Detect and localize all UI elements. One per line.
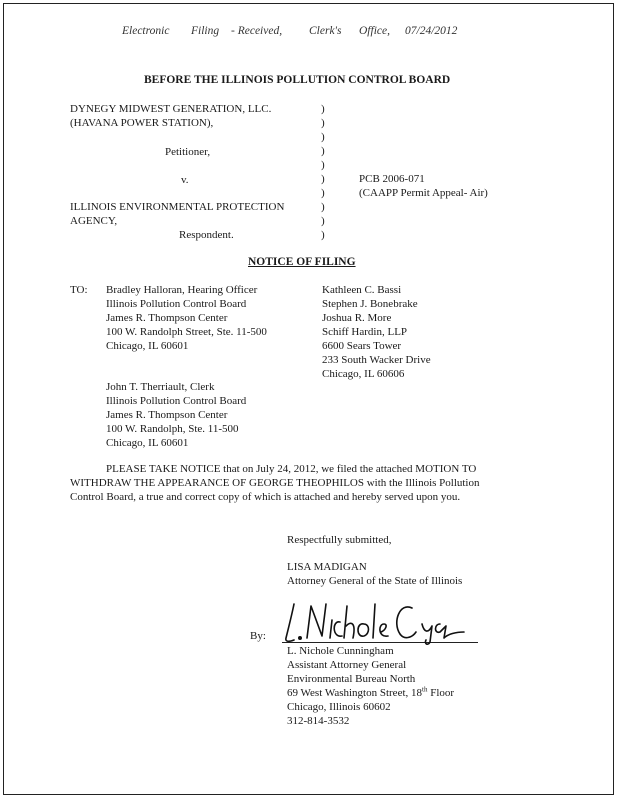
recipient-hearing-officer xyxy=(106,283,267,353)
petitioner-label: Petitioner, xyxy=(165,146,211,158)
address-line: Illinois Pollution Control Board xyxy=(106,395,247,407)
stamp-filing: Filing xyxy=(191,25,220,37)
handwritten-signature xyxy=(280,598,466,648)
street-superscript: th xyxy=(422,685,428,694)
address-line: Chicago, IL 60606 xyxy=(322,368,405,380)
address-line: 6600 Sears Tower xyxy=(322,340,402,352)
closing: Respectfully submitted, xyxy=(287,534,392,546)
attorney-general-name: LISA MADIGAN xyxy=(287,561,367,573)
address-line: Joshua R. More xyxy=(322,312,392,324)
respondent-name: ILLINOIS ENVIRONMENTAL PROTECTION xyxy=(70,201,285,213)
paren: ) xyxy=(321,159,325,171)
address-line: Kathleen C. Bassi xyxy=(322,284,402,296)
address-line: Illinois Pollution Control Board xyxy=(106,298,247,310)
signature-stroke xyxy=(330,620,332,638)
by-label: By: xyxy=(250,630,266,642)
signature-stroke xyxy=(307,604,326,638)
case-number: PCB 2006-071 xyxy=(359,173,425,185)
versus-label: v. xyxy=(181,174,189,186)
notice-title: NOTICE OF FILING xyxy=(248,256,356,268)
signature-stroke xyxy=(334,622,342,636)
paren: ) xyxy=(321,229,325,241)
petitioner-station: (HAVANA POWER STATION), xyxy=(70,117,214,129)
signature-stroke xyxy=(422,624,432,644)
recipient-clerk xyxy=(106,380,246,450)
caption-parentheses xyxy=(321,102,325,242)
signer-city: Chicago, Illinois 60602 xyxy=(287,701,391,713)
signer-name: L. Nichole Cunningham xyxy=(287,645,394,657)
paragraph-line: WITHDRAW THE APPEARANCE OF GEORGE THEOPHILOS with the Illinois Pollution xyxy=(70,477,480,489)
address-line: John T. Therriault, Clerk xyxy=(106,381,215,393)
address-line: 233 South Wacker Drive xyxy=(322,354,431,366)
signature-stroke xyxy=(299,637,301,639)
attorney-general-title: Attorney General of the State of Illinois xyxy=(287,575,463,587)
address-line: James R. Thompson Center xyxy=(106,312,228,324)
signer-phone: 312-814-3532 xyxy=(287,715,350,727)
paren: ) xyxy=(321,173,325,185)
stamp-date: 07/24/2012 xyxy=(405,25,458,37)
signature-stroke xyxy=(373,604,375,638)
address-line: James R. Thompson Center xyxy=(106,409,228,421)
case-description: (CAAPP Permit Appeal- Air) xyxy=(359,187,488,199)
signer-street xyxy=(287,686,454,700)
street-text: 69 West Washington Street, 18 xyxy=(287,687,423,699)
signer-bureau: Environmental Bureau North xyxy=(287,673,416,685)
signature-stroke xyxy=(344,606,354,638)
paren: ) xyxy=(321,201,325,213)
recipient-counsel xyxy=(322,283,431,381)
signer-block xyxy=(287,644,454,728)
signature-stroke xyxy=(380,624,388,636)
signature-stroke xyxy=(436,624,465,638)
address-line: Chicago, IL 60601 xyxy=(106,340,189,352)
paren: ) xyxy=(321,117,325,129)
to-label: TO: xyxy=(70,284,88,296)
paren: ) xyxy=(321,215,325,227)
paragraph-line: Control Board, a true and correct copy of which is attached and hereby served upon you. xyxy=(70,491,461,503)
address-line: Stephen J. Bonebrake xyxy=(322,298,418,310)
paren: ) xyxy=(321,145,325,157)
address-line: 100 W. Randolph Street, Ste. 11-500 xyxy=(106,326,267,338)
paren: ) xyxy=(321,131,325,143)
address-line: Schiff Hardin, LLP xyxy=(322,326,408,338)
address-line: Chicago, IL 60601 xyxy=(106,437,189,449)
signature-stroke xyxy=(397,607,416,638)
signer-title: Assistant Attorney General xyxy=(287,659,407,671)
document-page xyxy=(3,3,614,795)
respondent-agency: AGENCY, xyxy=(70,215,118,227)
signature-stroke xyxy=(358,624,369,636)
board-heading: BEFORE THE ILLINOIS POLLUTION CONTROL BOARD xyxy=(144,74,451,86)
paren: ) xyxy=(321,103,325,115)
petitioner-name: DYNEGY MIDWEST GENERATION, LLC. xyxy=(70,103,272,115)
stamp-clerks: Clerk's xyxy=(309,25,342,37)
address-line: 100 W. Randolph, Ste. 11-500 xyxy=(106,423,239,435)
stamp-received: - Received, xyxy=(231,25,283,37)
paragraph-line: PLEASE TAKE NOTICE that on July 24, 2012, we filed the attached MOTION TO xyxy=(106,463,477,475)
stamp-electronic: Electronic xyxy=(122,25,170,37)
address-line: Bradley Halloran, Hearing Officer xyxy=(106,284,258,296)
stamp-office: Office, xyxy=(359,25,390,37)
street-floor: Floor xyxy=(427,687,455,699)
respondent-label: Respondent. xyxy=(179,229,234,241)
signature-stroke xyxy=(286,604,294,641)
paren: ) xyxy=(321,187,325,199)
